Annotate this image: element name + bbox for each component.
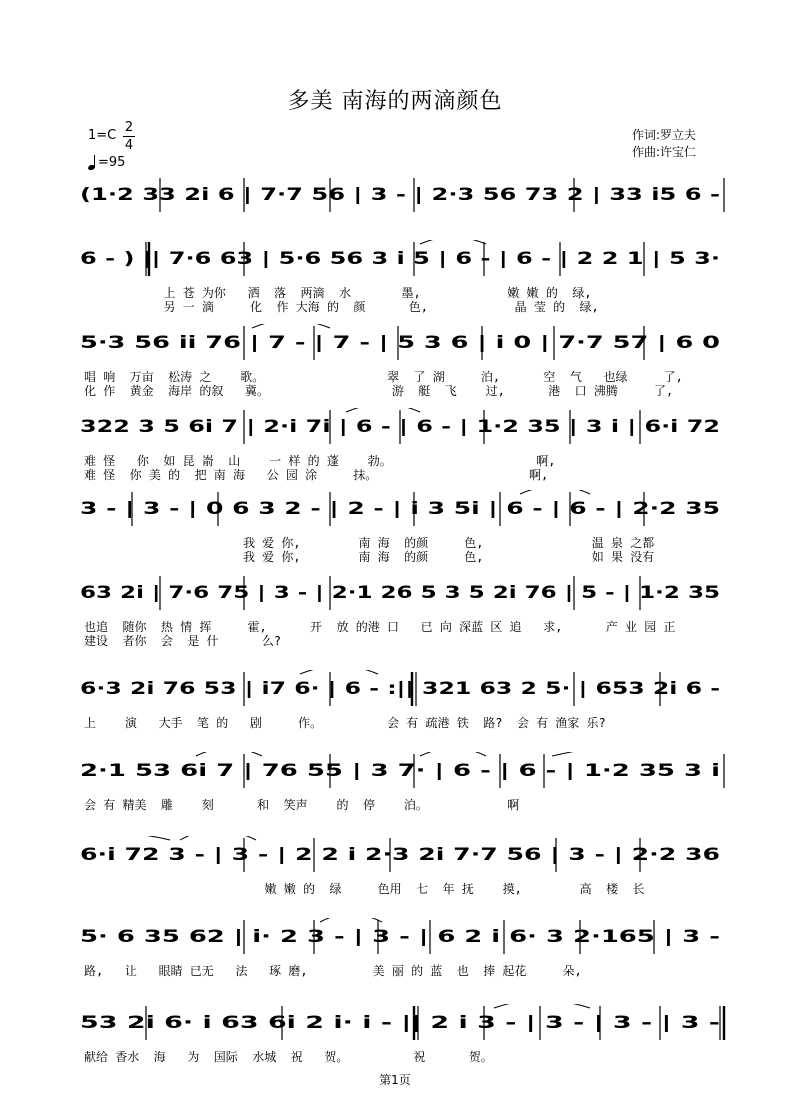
notation-row-9	[0, 836, 790, 876]
lyrics-row-5-verse-2: 我 爱 你, 南 海 的颜 色, 如 果 没有	[84, 550, 655, 564]
lyrics-row-4-verse-2: 难 怪 你 美 的 把 南 海 公 园 涂 抹。 啊,	[84, 468, 549, 482]
notation-row-1	[0, 176, 790, 216]
page-number: 第1页	[379, 1073, 411, 1087]
notes-text-4: 322 3 5 6i 7 | 2·i 7i | 6 - | 6 - | 1·2 35 | 3 i | 6·i 72	[80, 417, 720, 437]
lyrics-row-7-verse-1: 上 演 大手 笔 的 剧 作。 会 有 疏港 铁 路? 会 有 渔家 乐?	[84, 716, 606, 730]
composer: 作曲:许宝仁	[632, 145, 697, 159]
lyrics-row-2-verse-1: 上 苍 为你 洒 落 两滴 水 墨, 嫩 嫩 的 绿,	[84, 286, 592, 300]
score-row-3	[0, 324, 790, 410]
notes-text-10: 5· 6 35 62 | i· 2 3 - | 3 - | 6 2 i 6· 3 2·165 | 3 -	[80, 927, 720, 947]
key-signature	[88, 120, 134, 153]
score-row-6	[0, 574, 790, 660]
page-title: 多美 南海的两滴颜色	[287, 89, 503, 114]
quarter-note-icon	[88, 154, 98, 170]
score-row-5	[0, 490, 790, 576]
notation-row-10	[0, 918, 790, 958]
time-denominator: 4	[124, 138, 134, 153]
credits	[632, 127, 696, 161]
notation-row-4	[0, 408, 790, 448]
time-numerator: 2	[124, 120, 134, 135]
lyrics-row-6-verse-2: 建设 者你 会 是 什 么?	[84, 634, 282, 648]
lyrics-row-4-verse-1: 难 怪 你 如 昆 嵛 山 一 样 的 蓬 勃。 啊,	[84, 454, 556, 468]
notes-text-1: (1·2 33 2i 6 | 7·7 56 | 3 - | 2·3 56 73 2 | 33 i5 6 -	[80, 185, 720, 205]
lyrics-row-2-verse-2: 另 一 滴 化 作 大海 的 颜 色, 晶 莹 的 绿,	[84, 300, 599, 314]
lyrics-row-10-verse-1: 路, 让 眼睛 已无 法 琢 磨, 美 丽 的 蓝 也 捧 起花 朵,	[84, 964, 582, 978]
notes-text-9: 6·i 72 3 - | 3 - | 2 2 i 2·3 2i 7·7 56 | 3 - | 2·2 36	[80, 845, 720, 865]
notes-text-5: 3 - | 3 - | 0 6 3 2 - | 2 - | i 3 5i | 6 - | 6 - | 2·2 35	[80, 499, 720, 519]
score-row-4	[0, 408, 790, 494]
lyrics-row-3-verse-2: 化 作 黄金 海岸 的叙 冀。 游 艇 飞 过, 港 口 沸腾 了,	[84, 384, 674, 398]
tempo-value: =95	[98, 155, 126, 170]
notation-row-11	[0, 1004, 790, 1044]
lyrics-row-6-verse-1: 也追 随你 热 情 挥 霍, 开 放 的港 口 已 向 深蓝 区 追 求, 产 业 园 正	[84, 620, 676, 634]
time-signature	[122, 120, 136, 153]
score-row-7	[0, 670, 790, 756]
lyrics-row-3-verse-1: 唱 响 万亩 松涛 之 歌。 翠 了 湖 泊, 空 气 也绿 了,	[84, 370, 683, 384]
score-row-2	[0, 240, 790, 326]
lyricist: 作词:罗立夫	[632, 128, 697, 142]
notation-row-5	[0, 490, 790, 530]
lyrics-row-9-verse-1: 嫩 嫩 的 绿 色用 七 年 抚 摸, 高 楼 长	[84, 882, 645, 896]
key-label: 1=C	[88, 128, 117, 143]
score-row-9	[0, 836, 790, 922]
score-row-10	[0, 918, 790, 1004]
notes-text-6: 63 2i | 7·6 75 | 3 - | 2·1 26 5 3 5 2i 76 | 5 - | 1·2 35	[80, 583, 720, 603]
lyrics-row-5-verse-1: 我 爱 你, 南 海 的颜 色, 温 泉 之都	[84, 536, 655, 550]
notation-row-7	[0, 670, 790, 710]
notes-text-8: 2·1 53 6i 7 | 76 55 | 3 7· | 6 - | 6 - | 1·2 35 3 i	[80, 761, 720, 781]
notation-row-3	[0, 324, 790, 364]
notes-text-3: 5·3 56 ii 76 | 7 - | 7 - | 5 3 6 | i 0 | 7·7 57 | 6 0	[80, 333, 721, 353]
tempo-marking	[88, 154, 125, 170]
lyrics-row-8-verse-1: 会 有 精美 雕 刻 和 笑声 的 停 泊。 啊	[84, 798, 520, 812]
notes-text-7: 6·3 2i 76 53 | i7 6· | 6 - :|| 321 63 2 5· | 653 2i 6 -	[80, 679, 720, 699]
notation-row-6	[0, 574, 790, 614]
notes-text-2: 6 - ) || 7·6 63 | 5·6 56 3 i 5 | 6 - | 6 - | 2 2 1 | 5 3·	[80, 249, 720, 269]
lyrics-row-11-verse-1: 献给 香水 海 为 国际 水城 祝 贺。 祝 贺。	[84, 1050, 493, 1064]
notes-text-11: 53 2i 6· i 63 6i 2 i· i - || 2 i 3 - | 3 - | 3 - | 3 -	[80, 1013, 720, 1033]
notation-row-8	[0, 752, 790, 792]
score-row-8	[0, 752, 790, 838]
notation-row-2	[0, 240, 790, 280]
